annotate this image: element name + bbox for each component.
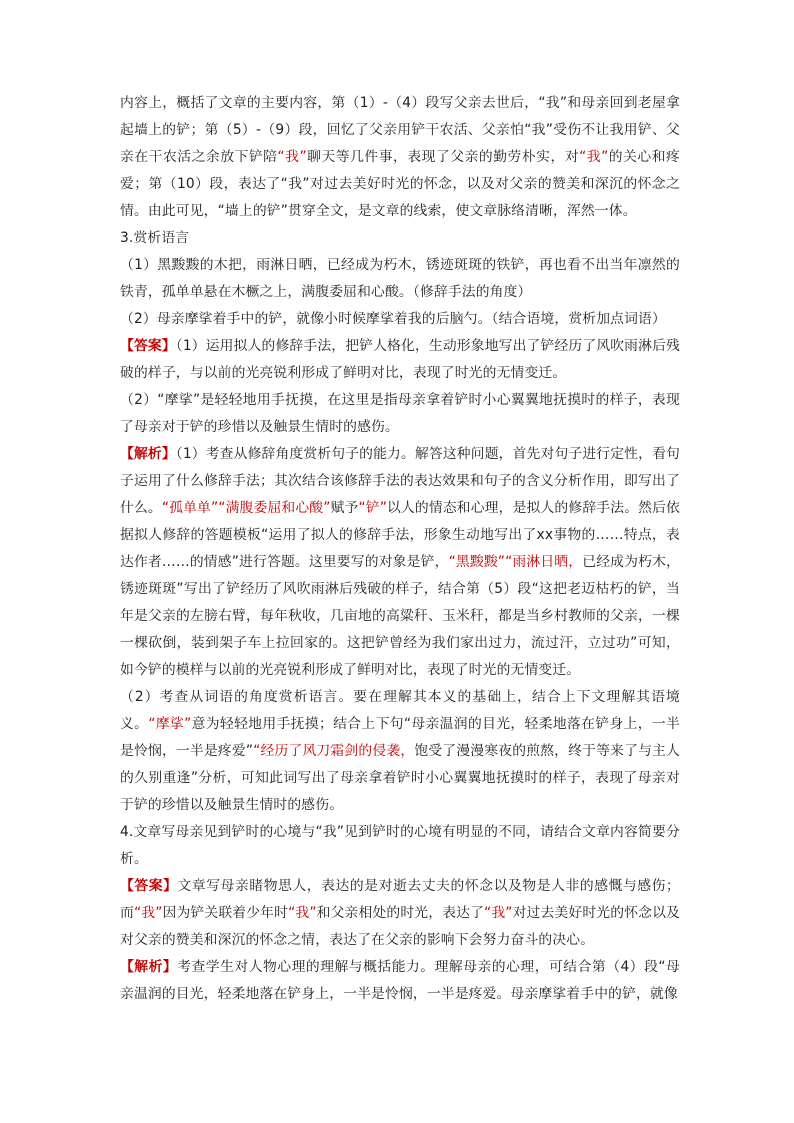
text-run: 聊天等几件事，表现了父亲的勤劳朴实，对 [306,149,580,165]
text-run: 和父亲相处的时光，表达了 [316,905,485,921]
text-run: 因为铲关联着少年时 [162,905,289,921]
section-marker: 【解析】 [120,446,176,462]
document-page [120,90,680,1008]
paragraph-11 [120,954,680,1008]
text-run: 以人的情态和心理，是拟人的修辞手法。然后依据拟人修辞的答题模板“运用了拟人的修辞手法，形象生动地写出了xx事物的……特点，表达作者……的情感”进行答题。这里要写的对象是铲， [120,500,680,570]
paragraph-3 [120,252,680,306]
text-run: 文章写母亲睹物思人，表达的是对逝去丈夫的怀念以及物是人非的感慨与感伤；而 [120,878,680,921]
highlighted-quote: “我” [579,149,609,165]
section-marker: 【解析】 [120,959,178,975]
text-run: （2）考查从词语的角度赏析语言。要在理解其本义的基础上，结合上下文理解其语境义。 [120,689,680,732]
highlighted-quote: “黑黢黢”“雨淋日晒， [448,554,583,570]
highlighted-quote: “经历了风刀霜剑的侵袭， [253,743,415,759]
highlighted-quote: “我” [288,905,317,921]
paragraph-9 [120,819,680,873]
text-run: （2）母亲摩挲着手中的铲，就像小时候摩挲着我的后脑勺。（结合语境，赏析加点词语） [120,311,666,327]
highlighted-quote: “我” [133,905,163,921]
highlighted-quote: “摩挲” [148,716,192,732]
paragraph-8 [120,684,680,819]
text-run: （1）考查从修辞角度赏析句子的能力。解答这种问题，首先对句子进行定性，看句子运用了什么修辞手法；其次结合该修辞手法的表达效果和句子的含义分析作用，即写出了什么。 [120,446,680,516]
highlighted-quote: “铲” [358,500,388,516]
section-marker: 【答案】 [120,878,178,894]
text-run: 已经成为朽木，锈迹斑斑”写出了铲经历了风吹雨淋后残破的样子，结合第（5）段“这把老迈枯朽的铲，当年是父亲的左膀右臂，每年秋收，几亩地的高粱秆、玉米秆，都是当乡村教师的父亲，一棵一棵砍倒，装到架子车上拉回家的。这把铲曾经为我们家出过力，流过汗，立过功”可知，如今铲的模样与以前的光亮锐利形成了鲜明对比，表现了时光的无情变迁。 [120,554,681,678]
paragraph-6 [120,387,680,441]
text-run: （2）“摩挲”是轻轻地用手抚摸，在这里是指母亲拿着铲时小心翼翼地抚摸时的样子，表现了母亲对于铲的珍惜以及触景生情时的感伤。 [120,392,680,435]
text-run: 3.赏析语言 [120,230,190,246]
highlighted-quote: “我” [277,149,307,165]
text-run: （1）黑黢黢的木把，雨淋日晒，已经成为朽木，锈迹斑斑的铁铲，再也看不出当年凛然的铁青，孤单单悬在木橛之上，满腹委屈和心酸。（修辞手法的角度） [120,257,680,300]
text-run: 的关心和疼爱；第（10）段，表达了“我”对过去美好时光的怀念，以及对父亲的赞美和深沉的怀念之情。由此可见，“墙上的铲”贯穿全文，是文章的线索，使文章脉络清晰，浑然一体。 [120,149,680,219]
text-run: （1）运用拟人的修辞手法，把铲人格化，生动形象地写出了铲经历了风吹雨淋后残破的样子，与以前的光亮锐利形成了鲜明对比，表现了时光的无情变迁。 [120,338,680,381]
paragraph-7 [120,441,680,684]
text-run: 4.文章写母亲见到铲时的心境与“我”见到铲时的心境有明显的不同，请结合文章内容简要分析。 [120,824,680,867]
paragraph-2 [120,225,680,252]
section-marker: 【答案】 [120,338,176,354]
text-run: 饱受了漫漫寒夜的煎熬，终于等来了与主人的久别重逢”分析，可知此词写出了母亲拿着铲时小心翼翼地抚摸时的样子，表现了母亲对于铲的珍惜以及触景生情时的感伤。 [120,743,680,813]
text-run: 意为轻轻地用手抚摸；结合上下句“母亲温润的目光，轻柔地落在铲身上，一半是怜悯，一半是疼爱” [120,716,680,759]
text-run: 考查学生对人物心理的理解与概括能力。理解母亲的心理，可结合第（4）段“母亲温润的目光，轻柔地落在铲身上，一半是怜悯，一半是疼爱。母亲摩挲着手中的铲，就像 [120,959,680,1002]
text-run: 对过去美好时光的怀念以及对父亲的赞美和深沉的怀念之情，表达了在父亲的影响下会努力奋斗的决心。 [120,905,681,948]
highlighted-quote: “我” [484,905,513,921]
highlighted-quote: “孤单单”“满腹委屈和心酸” [161,500,331,516]
paragraph-1 [120,90,680,225]
text-run: 赋予 [330,500,359,516]
paragraph-5 [120,333,680,387]
paragraph-10 [120,873,680,954]
paragraph-4 [120,306,680,333]
text-run: 内容上，概括了文章的主要内容，第（1）-（4）段写父亲去世后，“我”和母亲回到老屋拿起墙上的铲；第（5）-（9）段，回忆了父亲用铲干农活、父亲怕“我”受伤不让我用铲、父亲在干农活之余放下铲陪 [120,95,680,165]
